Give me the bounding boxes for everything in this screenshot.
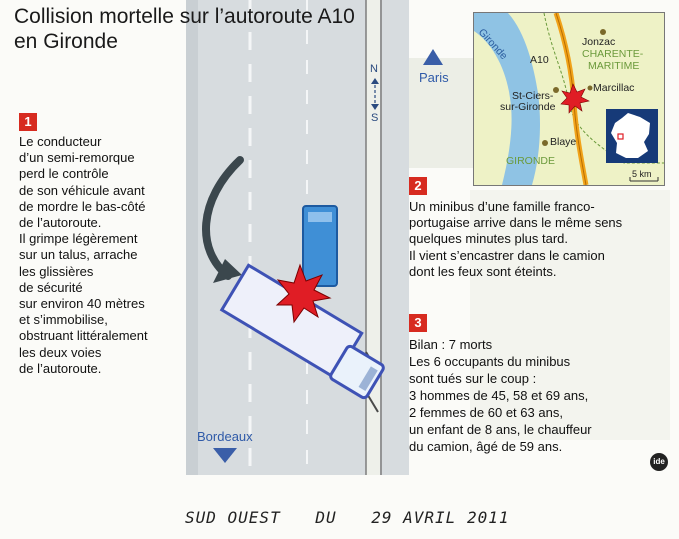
step-3-text xyxy=(409,336,592,455)
step-1-line: sur un talus, arrache xyxy=(19,247,138,263)
stciers-label-2: sur-Gironde xyxy=(500,101,556,113)
step-1-line: de son véhicule avant xyxy=(19,182,145,198)
paris-label: Paris xyxy=(419,70,449,85)
marcillac-dot xyxy=(588,86,593,91)
step-2-line: dont les feux sont éteints. xyxy=(409,263,557,279)
map-graphic xyxy=(474,13,664,185)
step-1-line: les deux voies xyxy=(19,344,102,360)
scale-label: 5 km xyxy=(632,169,652,179)
blaye-label: Blaye xyxy=(550,136,577,148)
north-label: N xyxy=(370,63,378,75)
stciers-label-1: St-Ciers- xyxy=(512,90,554,102)
south-label: S xyxy=(371,112,379,124)
step-3-line: 3 hommes de 45, 58 et 69 ans, xyxy=(409,388,589,403)
step-1-line: de sécurité xyxy=(19,279,83,295)
a10-label: A10 xyxy=(530,54,549,66)
step-1-line: sur environ 40 mètres xyxy=(19,296,145,312)
step-1-line: perd le contrôle xyxy=(19,166,109,182)
step-2-line: Un minibus d’une famille franco- xyxy=(409,199,595,214)
step-1-line: d’un semi-remorque xyxy=(19,150,135,166)
newspaper-name: SUD OUEST xyxy=(185,508,281,527)
charente-label-1: CHARENTE- xyxy=(582,48,644,60)
step-3-line: Les 6 occupants du minibus xyxy=(409,354,571,369)
marcillac-label: Marcillac xyxy=(593,82,635,94)
footer-du: DU xyxy=(315,508,337,527)
step-3-heading: Bilan : 7 morts xyxy=(409,337,493,352)
step-1-line: de l’autoroute. xyxy=(19,360,102,376)
step-1-text xyxy=(19,134,148,377)
step-3-line: 2 femmes de 60 et 63 ans, xyxy=(409,405,563,420)
step-1-line: Il grimpe légèrement xyxy=(19,231,138,247)
step-3-line: du camion, âgé de 59 ans. xyxy=(409,439,563,454)
title-line-2: en Gironde xyxy=(14,30,118,53)
step-1-line: Le conducteur xyxy=(19,134,102,149)
blaye-dot xyxy=(542,140,548,146)
step-1-line: les glissières xyxy=(19,263,94,279)
jonzac-label: Jonzac xyxy=(582,36,616,48)
charente-label-2: MARITIME xyxy=(588,60,640,72)
step-3-badge: 3 xyxy=(409,314,427,332)
location-map xyxy=(473,12,665,186)
step-1-line: de l’autoroute. xyxy=(19,215,102,231)
step-2-line: Il vient s’encastrer dans le camion xyxy=(409,247,605,263)
page-title xyxy=(14,4,355,54)
step-3-line: sont tués sur le coup : xyxy=(409,371,537,386)
step-2-line: quelques minutes plus tard. xyxy=(409,231,568,247)
step-1-line: et s’immobilise, xyxy=(19,312,108,328)
credit-logo: ide xyxy=(650,453,668,471)
source-footer xyxy=(185,508,533,527)
title-line-1: Collision mortelle sur l’autoroute A10 xyxy=(14,5,355,28)
step-2-badge: 2 xyxy=(409,177,427,195)
step-1-line: de mordre le bas-côté xyxy=(19,198,146,214)
step-2-line: portugaise arrive dans le même sens xyxy=(409,215,623,231)
gironde-dept-label: GIRONDE xyxy=(506,155,556,167)
minibus xyxy=(303,206,337,286)
step-3-line: un enfant de 8 ans, le chauffeur xyxy=(409,422,592,437)
publication-date: 29 AVRIL 2011 xyxy=(371,508,510,527)
gironde-river-label: Gironde xyxy=(475,26,510,63)
stciers-dot xyxy=(553,87,559,93)
bordeaux-label: Bordeaux xyxy=(197,429,253,444)
step-1-badge: 1 xyxy=(19,113,37,131)
step-2-text xyxy=(409,199,622,280)
paris-arrow-icon xyxy=(423,49,443,65)
step-1-line: obstruant littéralement xyxy=(19,328,148,344)
jonzac-dot xyxy=(600,29,606,35)
